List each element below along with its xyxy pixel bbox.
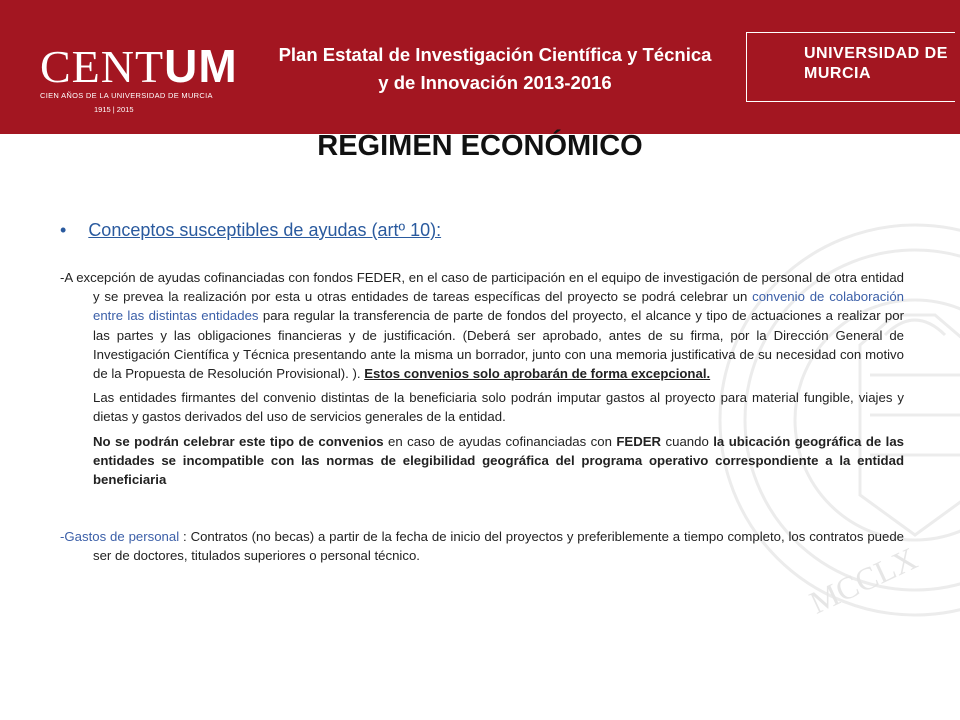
plan-title (245, 41, 745, 97)
university-line-1: UNIVERSIDAD DE (804, 45, 948, 62)
plan-line-2: y de Innovación 2013-2016 (378, 72, 612, 93)
bullet-dot: • (60, 220, 67, 240)
paragraph-convenio: -A excepción de ayudas cofinanciadas con fondos FEDER, en el caso de participación en el equipo de investigación de personal de otra entidad y se prevea la realización por esta u otras entidades de tareas específicas del proyecto se podrá celebrar un convenio de colaboración entre las distintas entidades para regular la transferencia de parte de fondos del proyecto, el alcance y tipo de actuaciones a realizar por las partes y las obligaciones financieras y de justificación. (Deberá ser aprobado, antes de su firma, por la Dirección General de Investigación Científica y Técnica presentando ante la misma un borrador, junto con una memoria justificativa de su necesidad con motivo de la Propuesta de Resolución Provisional). ). Estos convenios solo aprobarán de forma excepcional. (60, 270, 904, 382)
paragraph-gastos-entidades: Las entidades firmantes del convenio distintas de la beneficiaria solo podrán imputar gastos al proyecto para material fungible, viajes y dietas y gastos derivados del uso de servicios generales de la entidad. (93, 390, 904, 425)
gastos-personal-label: -Gastos de personal (60, 529, 180, 545)
bullet-link[interactable]: Conceptos susceptibles de ayudas (artº 10): (88, 220, 442, 240)
plan-line-1: Plan Estatal de Investigación Científica y Técnica (278, 44, 712, 65)
logo-cen: CEN (40, 41, 135, 92)
paragraph-feder: No se podrán celebrar este tipo de convenios en caso de ayudas cofinanciadas con FEDER cuando la ubicación geográfica de las entidades se incompatible con las normas de elegibilidad geográfica del programa operativo correspondiente a la entidad beneficiaria (93, 433, 905, 488)
logo-years: 1915 | 2015 (94, 105, 134, 114)
university-logo (746, 32, 955, 102)
paragraph-gastos-personal: -Gastos de personal : Contratos (no becas) a partir de la fecha de inicio del proyectos y preferiblemente a tiempo completo, los contratos puede ser de doctores, titulados superiores o personal técnico. (60, 529, 904, 564)
seal-text: MCCLX (803, 539, 923, 621)
university-line-2: MURCIA (804, 65, 871, 82)
header-banner (0, 0, 960, 134)
slide-body (60, 268, 904, 566)
convenio-exceptional-note: Estos convenios solo aprobarán de forma excepcional. (364, 366, 711, 382)
centum-logo (40, 40, 238, 114)
convenio-highlight: convenio de colaboración entre las distintas entidades (93, 289, 904, 324)
logo-um: UM (164, 40, 238, 92)
slide-title: REGIMEN ECONÓMICO (317, 130, 643, 162)
logo-t: T (135, 41, 165, 92)
logo-tagline: CIEN AÑOS DE LA UNIVERSIDAD DE MURCIA (40, 91, 213, 100)
bullet-heading (60, 220, 441, 241)
